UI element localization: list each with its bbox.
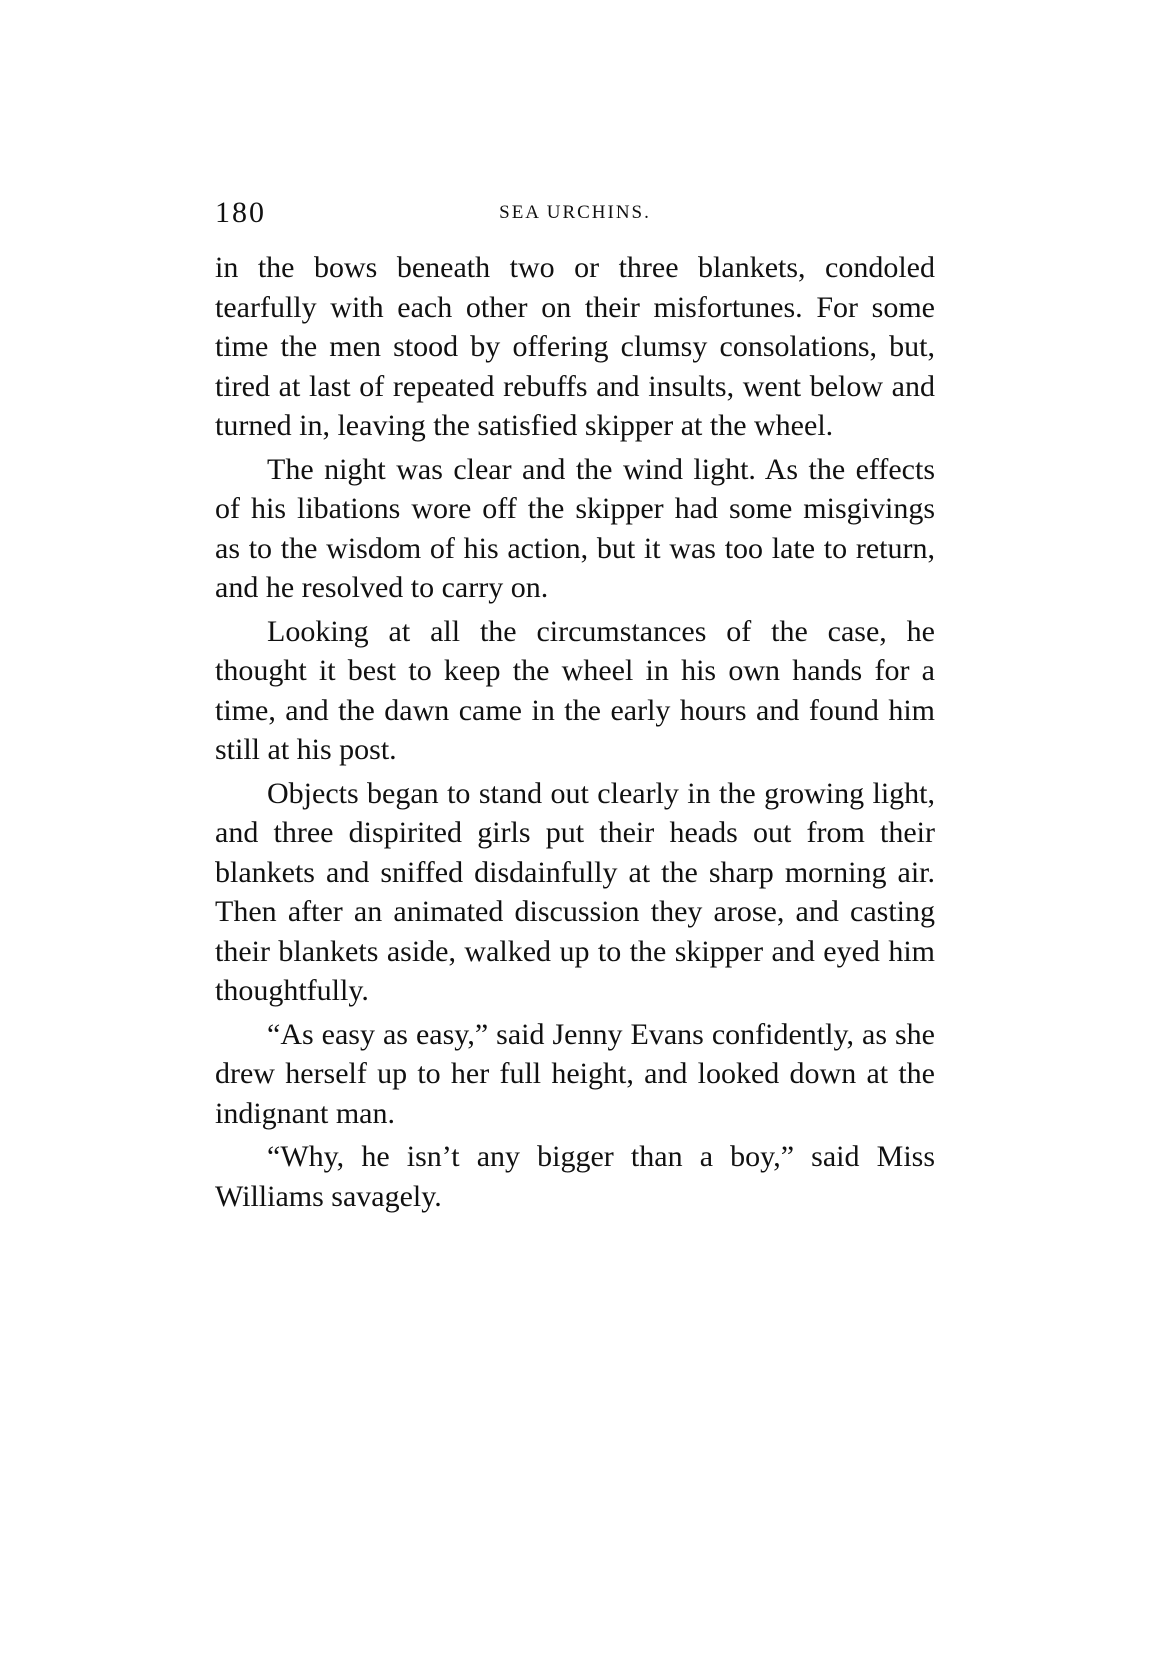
paragraph-2: The night was clear and the wind light. As the effects of his libations wore off the skipper had some misgivings as to the wisdom of his action, but it was too late to return, and he resolved to carry on. <box>215 452 935 604</box>
paragraph-3: Looking at all the circumstances of the case, he thought it best to keep the wheel in his own hands for a time, and the dawn came in the early hours and found him still at his post. <box>215 614 935 766</box>
paragraph-5: “As easy as easy,” said Jenny Evans confidently, as she drew herself up to her full height, and looked down at the indignant man. <box>215 1017 935 1130</box>
page-number: 180 <box>215 196 266 229</box>
body-text <box>215 248 935 1220</box>
running-head <box>215 196 935 236</box>
paragraph-6: “Why, he isn’t any bigger than a boy,” said Miss Williams savagely. <box>215 1140 935 1213</box>
paragraph-4: Objects began to stand out clearly in the growing light, and three dispirited girls put their heads out from their blankets and sniffed disdainfully at the sharp morning air. Then after an animated discussion they arose, and casting their blankets aside, walked up to the skipper and eyed him thoughtfully. <box>215 776 935 1007</box>
running-title: SEA URCHINS. <box>499 202 651 223</box>
paragraph-1: in the bows beneath two or three blankets, condoled tearfully with each other on their misfortunes. For some time the men stood by offering clumsy consolations, but, tired at last of repeated rebuffs and insults, went below and turned in, leaving the satisfied skipper at the wheel. <box>215 251 935 442</box>
